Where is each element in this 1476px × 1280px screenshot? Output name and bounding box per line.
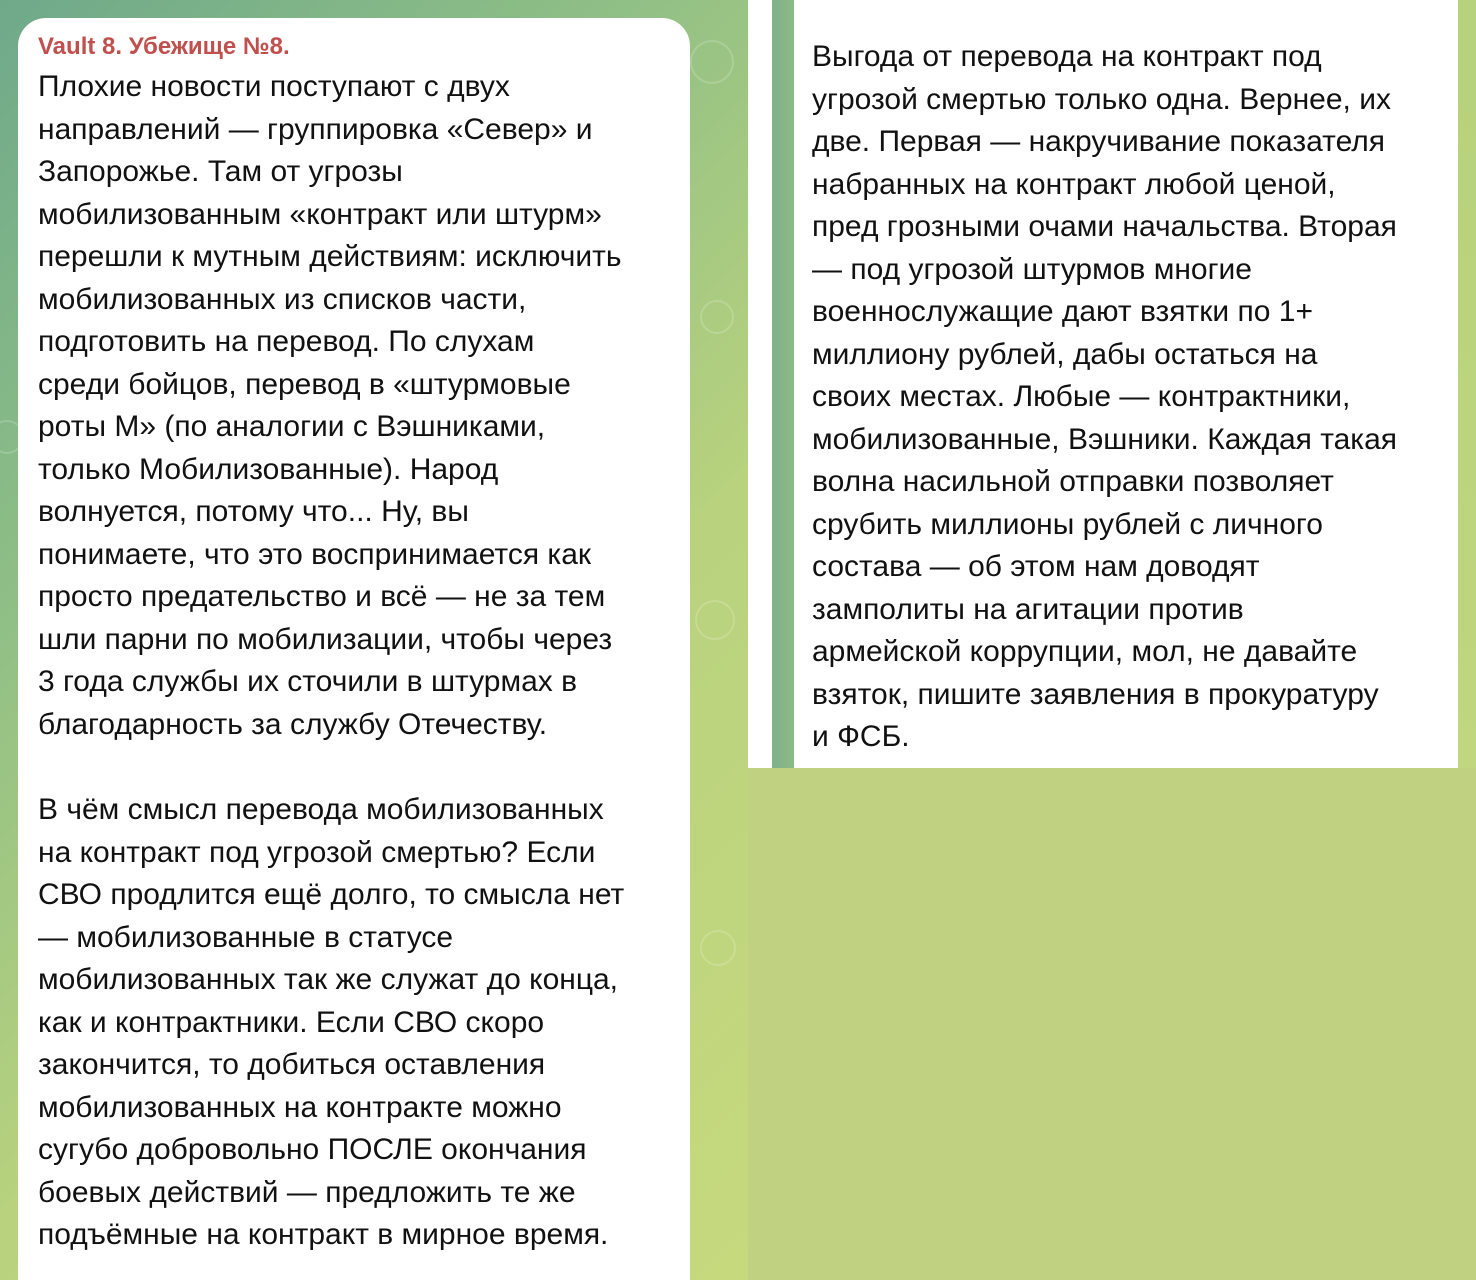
message-paragraph-right [812, 36, 1438, 759]
message-line: своих местах. Любые — контрактники, [812, 380, 1351, 413]
right-edge-strip [1458, 0, 1476, 768]
background-doodle [690, 40, 734, 84]
message-paragraph-2 [38, 789, 670, 1257]
message-line: взяток, пишите заявления в прокуратуру [812, 677, 1379, 711]
message-line: мобилизованным «контракт или штурм» [38, 197, 602, 231]
message-line: на контракт под угрозой смертью? Если [38, 835, 596, 869]
message-line: понимаете, что это воспринимается как [38, 537, 592, 571]
message-line: — под угрозой штурмов многие [812, 252, 1252, 286]
message-line: пред грозными очами начальства. Вторая [812, 210, 1397, 243]
message-line: шли парни по мобилизации, чтобы через [38, 622, 613, 656]
message-line: замполиты на агитации против [812, 592, 1244, 626]
message-line: СВО продлится ещё долго, то смысла нет [38, 878, 625, 911]
message-line: две. Первая — накручивание показателя [812, 125, 1386, 158]
message-line: армейской коррупции, мол, не давайте [812, 635, 1358, 668]
paragraph-gap [38, 746, 670, 789]
sender-name[interactable]: Vault 8. Убежище №8. [38, 33, 290, 60]
background-doodle [700, 930, 736, 966]
message-bubble-right[interactable] [794, 14, 1456, 768]
message-line: состава — об этом нам доводят [812, 550, 1260, 583]
message-line: роты М» (по аналогии с Вэшниками, [38, 410, 546, 443]
message-line: только Мобилизованные). Народ [38, 452, 499, 486]
message-line: набранных на контракт любой ценой, [812, 167, 1336, 201]
message-line: сугубо добровольно ПОСЛЕ окончания [38, 1133, 587, 1166]
message-line: — мобилизованные в статусе [38, 920, 454, 954]
message-line: среди бойцов, перевод в «штурмовые [38, 367, 571, 401]
message-line: направлений — группировка «Север» и [38, 112, 593, 146]
message-line: просто предательство и всё — не за тем [38, 580, 606, 613]
message-line: мобилизованных так же служат до конца, [38, 963, 619, 996]
message-line: миллиону рублей, дабы остаться на [812, 337, 1318, 371]
message-line: угрозой смертью только одна. Вернее, их [812, 82, 1391, 116]
message-line: как и контрактники. Если СВО скоро [38, 1005, 545, 1039]
message-line: благодарность за службу Отечеству. [38, 707, 548, 741]
message-line: срубить миллионы рублей с личного [812, 507, 1323, 541]
message-line: Запорожье. Там от угрозы [38, 155, 403, 188]
message-line: В чём смысл перевода мобилизованных [38, 793, 604, 826]
message-line: боевых действий — предложить те же [38, 1175, 576, 1209]
message-line: военнослужащие дают взятки по 1+ [812, 295, 1313, 328]
message-line: закончится, то добиться оставления [38, 1048, 546, 1081]
message-line: мобилизованные, Вэшники. Каждая такая [812, 422, 1398, 456]
message-line: волна насильной отправки позволяет [812, 465, 1334, 498]
message-line: волнуется, потому что... Ну, вы [38, 495, 469, 528]
message-line: Выгода от перевода на контракт под [812, 40, 1322, 73]
message-line: 3 года службы их сточили в штурмах в [38, 665, 578, 698]
message-line: Плохие новости поступают с двух [38, 70, 510, 103]
background-doodle [700, 300, 734, 334]
message-bubble-left[interactable] [18, 18, 690, 1280]
message-line: подъёмные на контракт в мирное время. [38, 1218, 609, 1251]
message-line: мобилизованных на контракте можно [38, 1090, 562, 1124]
message-line: перешли к мутным действиям: исключить [38, 240, 622, 273]
background-doodle [695, 600, 735, 640]
message-line: и ФСБ. [812, 720, 910, 753]
message-line: мобилизованных из списков части, [38, 282, 527, 316]
message-line: подготовить на перевод. По слухам [38, 325, 535, 358]
message-paragraph-1 [38, 66, 670, 746]
